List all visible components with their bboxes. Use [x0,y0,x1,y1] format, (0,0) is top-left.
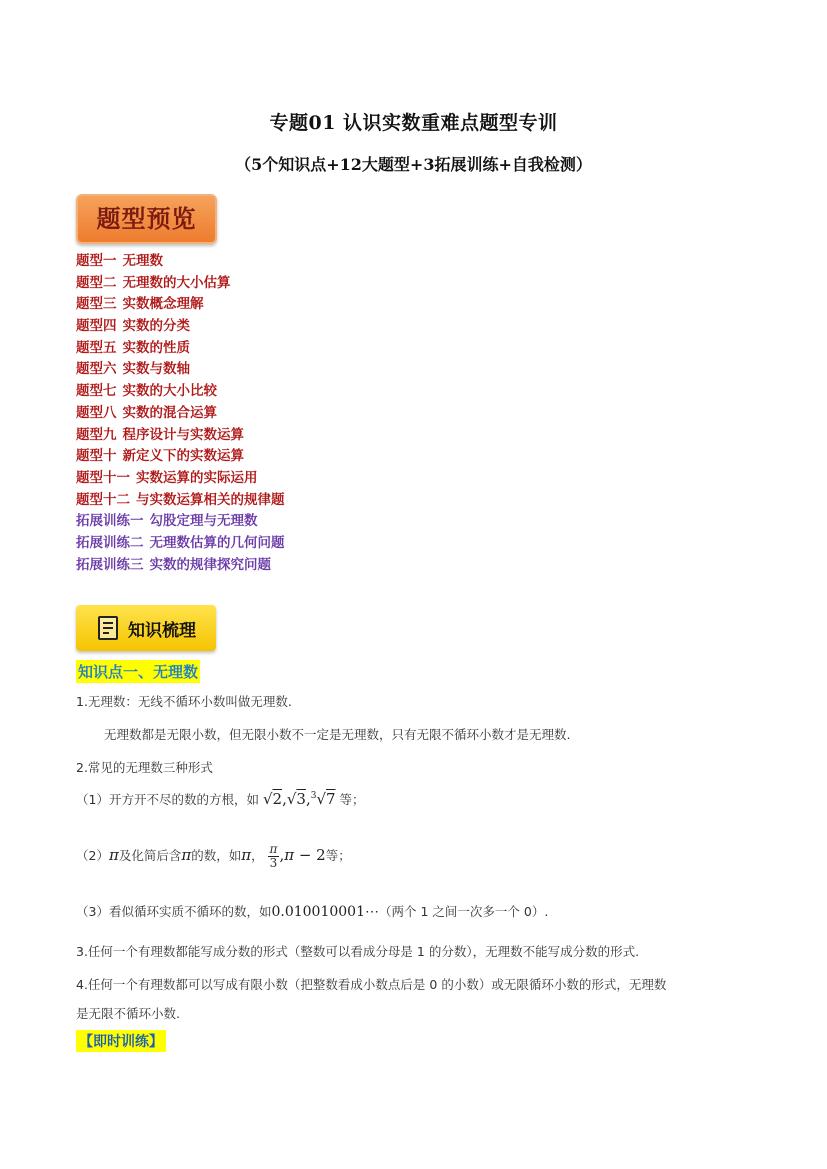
document-check-icon [98,616,118,640]
topic-item [76,273,285,295]
form-2: （2）π及化简后含π的数，如π， $\frac{\pi}{3}$ ,π − 2等； [76,842,351,870]
topic-item-label: 题型九 [76,426,117,443]
pi-over-three-formula: $\frac{\pi}{3}$ [269,842,278,870]
topic-item [76,490,285,512]
topic-item [76,446,285,468]
topic-item-text: 无理数 [122,253,163,269]
topic-item-label: 题型二 [76,274,117,291]
knowledge-badge-label: 知识梳理 [128,620,196,641]
topic-item-label: 题型六 [76,361,117,378]
topic-item [76,468,285,490]
topic-item-text: 实数的大小比较 [122,383,217,400]
topic-item-label: 拓展训练三 [76,556,144,573]
topic-item-text: 实数的规律探究问题 [149,556,271,573]
topic-item-text: 实数的混合运算 [122,404,217,421]
nonrepeating-decimal: 0.010010001⋯ [271,904,379,920]
topic-item-text: 新定义下的实数运算 [122,448,244,465]
topic-item-text: 实数与数轴 [122,361,190,378]
topic-item-label: 题型十 [76,448,117,465]
topic-item [76,403,285,425]
topic-item-text: 实数概念理解 [122,296,204,313]
definition-text: 1.无理数：无线不循环小数叫做无理数. [76,694,292,709]
form-2-a: （2） [76,848,109,863]
topic-item-text: 实数的性质 [122,339,190,356]
form-1-prefix: （1）开方开不尽的数的方根，如 [76,792,259,807]
topic-item-label: 拓展训练二 [76,534,144,551]
topic-list [76,251,285,576]
form-3 [76,902,548,920]
document-title: 专题01 认识实数重难点题型专训 [269,112,558,134]
form-2-c: 的数，如 [191,848,242,863]
topic-item-text: 无理数的大小估算 [122,274,231,291]
document-subtitle: （5个知识点+12大题型+3拓展训练+自我检测） [235,155,592,174]
topic-item [76,555,285,577]
topic-item-label: 题型四 [76,318,117,335]
paragraph-4-line-2: 是无限不循环小数. [76,1006,180,1021]
forms-heading: 2.常见的无理数三种形式 [76,760,213,775]
topic-item-label: 拓展训练一 [76,513,144,530]
topic-item [76,251,285,273]
note-text: 无理数都是无限小数，但无限小数不一定是无理数，只有无限不循环小数才是无理数. [104,727,571,742]
topic-item-text: 实数运算的实际运用 [136,469,258,486]
topic-item-text: 与实数运算相关的规律题 [136,491,285,508]
knowledge-badge [76,605,216,651]
topic-item [76,359,285,381]
preview-badge [76,194,217,244]
topic-item-text: 勾股定理与无理数 [149,513,258,530]
topic-item-text: 实数的分类 [122,318,190,335]
pi-symbol-2: π [181,846,192,864]
topic-item [76,294,285,316]
topic-item [76,381,285,403]
topic-item [76,316,285,338]
topic-item-label: 题型七 [76,383,117,400]
pi-symbol-3: π [241,846,252,864]
topic-item-label: 题型三 [76,296,117,313]
form-1 [76,790,365,808]
paragraph-3: 3.任何一个有理数都能写成分数的形式（整数可以看成分母是 1 的分数），无理数不能写成分数的形式. [76,944,640,959]
knowledge-point-title: 知识点一、无理数 [76,660,200,683]
topic-item [76,338,285,360]
preview-badge-label: 题型预览 [96,205,197,233]
form-3-prefix: （3）看似循环实质不循环的数，如 [76,904,272,919]
topic-item-label: 题型一 [76,253,117,269]
topic-item-text: 程序设计与实数运算 [122,426,244,443]
topic-item [76,511,285,533]
pi-symbol: π [108,846,119,864]
topic-item-text: 无理数估算的几何问题 [149,534,285,551]
topic-item-label: 题型八 [76,404,117,421]
topic-item-label: 题型十二 [76,491,130,508]
form-2-b: 及化简后含 [118,848,182,863]
pi-minus-two-formula: ,π − 2 [279,846,326,864]
form-2-suffix: 等； [325,848,351,863]
form-3-suffix: （两个 1 之间一次多一个 0）. [379,904,549,919]
paragraph-4-line-1: 4.任何一个有理数都可以写成有限小数（把整数看成小数点后是 0 的小数）或无限循环小数的形式，无理数 [76,977,667,992]
topic-item [76,533,285,555]
topic-item [76,425,285,447]
topic-item-label: 题型五 [76,339,117,356]
instant-training-label: 【即时训练】 [76,1030,166,1052]
form-1-suffix: 等； [339,792,365,807]
root-examples-formula: √2,√3,$^3$√7 [262,790,336,808]
topic-item-label: 题型十一 [76,469,130,486]
